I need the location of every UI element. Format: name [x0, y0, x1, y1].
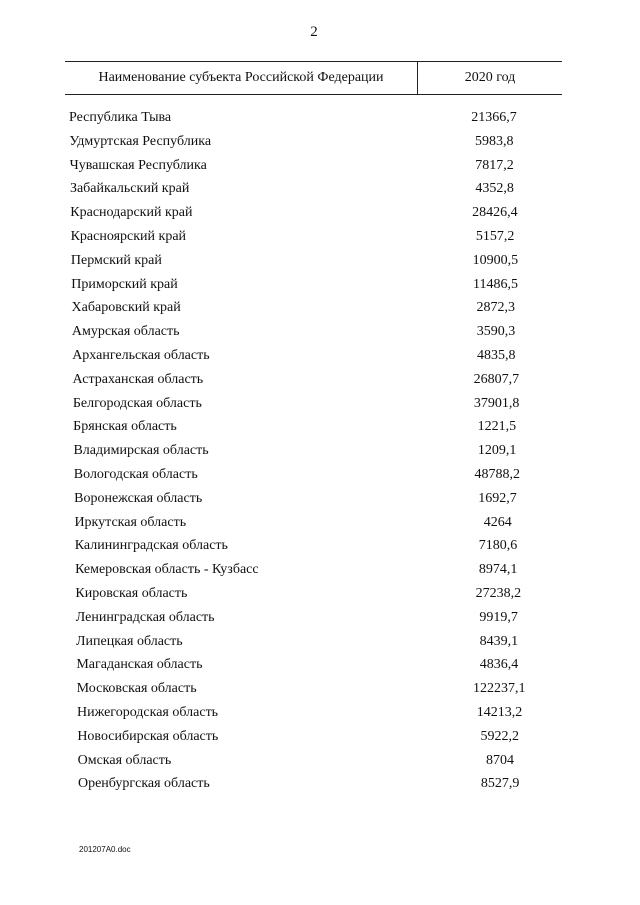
table-row — [0, 300, 640, 324]
subject-name-cell: Архангельская область — [72, 347, 210, 363]
table-row — [0, 158, 640, 182]
subject-name-cell: Забайкальский край — [69, 181, 190, 197]
subject-name-cell: Республика Тыва — [69, 110, 172, 125]
table-row — [0, 396, 640, 420]
subject-name-cell: Астраханская область — [72, 371, 204, 387]
subject-name-cell: Оренбургская область — [77, 776, 210, 792]
table-row — [0, 515, 640, 539]
table-row — [0, 753, 640, 777]
table-row — [0, 253, 640, 277]
table-row — [0, 348, 640, 372]
value-2020-cell: 122237,1 — [473, 681, 526, 697]
value-2020-cell: 7180,6 — [478, 538, 518, 554]
subject-name-cell: Приморский край — [71, 276, 178, 292]
value-2020-cell: 8974,1 — [478, 562, 518, 578]
table-row — [0, 467, 640, 491]
table-row — [0, 586, 640, 610]
table-row — [0, 562, 640, 586]
table-row — [0, 324, 640, 348]
table-row — [0, 443, 640, 467]
subject-name-cell: Чувашская Республика — [69, 157, 207, 173]
table-row — [0, 181, 640, 205]
subject-name-cell: Удмуртская Республика — [69, 133, 212, 149]
page-number: 2 — [310, 24, 318, 40]
subject-name-cell: Вологодская область — [73, 466, 198, 482]
subject-name-cell: Кировская область — [75, 585, 188, 601]
subject-name-cell: Магаданская область — [76, 657, 203, 673]
value-2020-cell: 1692,7 — [478, 490, 517, 506]
value-2020-cell: 10900,5 — [472, 252, 519, 268]
subject-name-cell: Липецкая область — [76, 633, 183, 649]
value-2020-cell: 4835,8 — [476, 347, 516, 363]
column-header-subject-name: Наименование субъекта Российской Федерации — [65, 62, 418, 94]
value-2020-cell: 8439,1 — [479, 633, 519, 649]
subject-name-cell: Новосибирская область — [77, 728, 219, 744]
table-row — [0, 372, 640, 396]
subject-name-cell: Московская область — [76, 681, 197, 697]
table-row — [0, 657, 640, 681]
column-header-year: 2020 год — [464, 70, 516, 85]
table-row — [0, 634, 640, 658]
table-row — [0, 277, 640, 301]
value-2020-cell: 7817,2 — [475, 157, 514, 173]
table-header — [65, 61, 562, 95]
subject-name-cell: Хабаровский край — [71, 300, 181, 316]
value-2020-cell: 5157,2 — [475, 228, 515, 244]
table-row — [0, 705, 640, 729]
subject-name-cell: Владимирская область — [73, 443, 209, 459]
value-2020-cell: 4352,8 — [475, 181, 514, 197]
value-2020-cell: 37901,8 — [473, 395, 520, 411]
subject-name-cell: Иркутская область — [74, 514, 187, 530]
value-2020-cell: 8704 — [485, 752, 514, 768]
value-2020-cell: 5922,2 — [480, 728, 519, 744]
value-2020-cell: 9919,7 — [479, 609, 518, 625]
value-2020-cell: 27238,2 — [475, 585, 522, 601]
value-2020-cell: 4836,4 — [479, 657, 519, 673]
table-row — [0, 419, 640, 443]
table-row — [0, 610, 640, 634]
table-row — [0, 681, 640, 705]
table-row — [0, 205, 640, 229]
subject-name-cell: Пермский край — [70, 252, 162, 268]
value-2020-cell: 8527,9 — [480, 776, 520, 792]
subject-name-cell: Красноярский край — [70, 228, 187, 244]
value-2020-cell: 11486,5 — [473, 276, 519, 292]
footer-file-name: 201207A0.doc — [79, 845, 131, 854]
value-2020-cell: 21366,7 — [471, 110, 517, 125]
subject-name-cell: Амурская область — [71, 324, 180, 340]
subject-name-cell: Нижегородская область — [77, 704, 219, 720]
subject-name-cell: Калининградская область — [74, 538, 228, 554]
value-2020-cell: 14213,2 — [476, 704, 523, 720]
value-2020-cell: 3590,3 — [476, 324, 516, 340]
subject-name-cell: Брянская область — [73, 419, 177, 435]
value-2020-cell: 26807,7 — [473, 371, 520, 387]
value-2020-cell: 28426,4 — [472, 205, 518, 221]
value-2020-cell: 2872,3 — [476, 300, 515, 316]
subject-name-cell: Ленинградская область — [75, 609, 215, 625]
table-row — [0, 776, 640, 800]
table-row — [0, 538, 640, 562]
table-row — [0, 729, 640, 753]
table-row — [0, 229, 640, 253]
table-row — [0, 110, 640, 134]
value-2020-cell: 4264 — [483, 514, 512, 530]
subject-name-cell: Омская область — [77, 752, 172, 768]
subject-name-cell: Воронежская область — [74, 490, 203, 506]
value-2020-cell: 5983,8 — [474, 133, 514, 149]
value-2020-cell: 48788,2 — [474, 466, 521, 482]
table-body — [0, 110, 640, 800]
subject-name-cell: Кемеровская область - Кузбасс — [75, 562, 259, 578]
value-2020-cell: 1221,5 — [477, 419, 517, 435]
value-2020-cell: 1209,1 — [477, 443, 517, 459]
subject-name-cell: Белгородская область — [72, 395, 202, 411]
table-row — [0, 491, 640, 515]
subject-name-cell: Краснодарский край — [70, 205, 193, 221]
table-row — [0, 134, 640, 158]
